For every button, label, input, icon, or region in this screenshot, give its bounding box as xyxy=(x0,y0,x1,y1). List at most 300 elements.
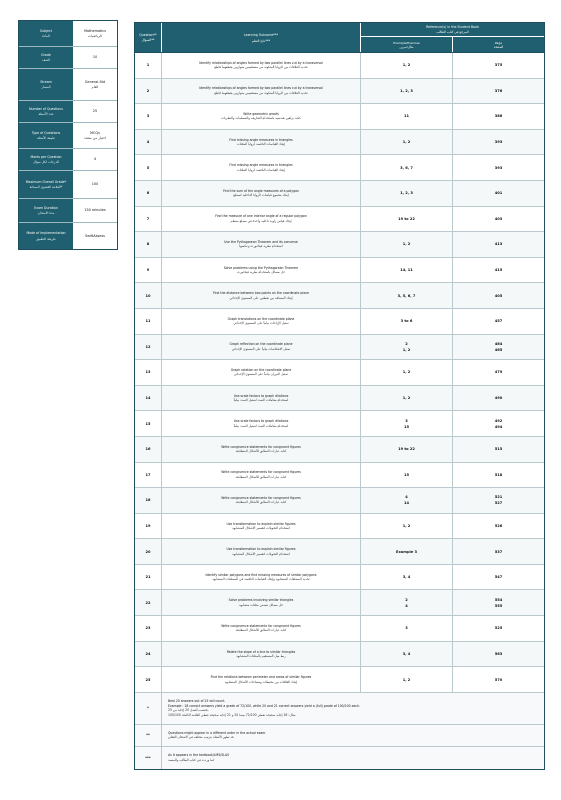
learning-outcome xyxy=(162,539,361,564)
table-row xyxy=(135,539,544,565)
page-value: 555 xyxy=(494,603,503,608)
table-row xyxy=(135,53,544,79)
learning-outcome xyxy=(162,258,361,283)
note-symbol: *** xyxy=(135,747,162,769)
page-value: 494 xyxy=(494,424,503,429)
question-number: 23 xyxy=(135,616,162,641)
table-row xyxy=(135,309,544,335)
table-row xyxy=(135,181,544,207)
header-example-exercise-label-ar: مثال/تمرين xyxy=(399,44,414,49)
page xyxy=(453,309,544,334)
learning-outcome-ar: كتابة عبارات التطابق للأشكال المتطابقة xyxy=(235,449,287,454)
page-value: 518 xyxy=(494,472,503,477)
learning-outcome-ar: استخدام التحويلات لتفسير الأشكال المتشابهة xyxy=(232,551,290,556)
example-exercise xyxy=(361,667,453,692)
table-row xyxy=(135,642,544,668)
learning-outcome-en: Find the measure of one interior angle of a regular polygon xyxy=(215,214,307,219)
header-example-exercise-label: Example/Exercise xyxy=(393,40,420,45)
page-value: 415 xyxy=(494,268,503,273)
info-label-cell xyxy=(19,199,73,222)
learning-outcome-ar: حل مسائل تتضمن مثلثات متشابهة xyxy=(238,602,284,607)
table-row xyxy=(135,360,544,386)
page xyxy=(453,463,544,488)
question-number: 18 xyxy=(135,488,162,513)
info-value-cell xyxy=(73,199,117,222)
question-number: 2 xyxy=(135,79,162,104)
example-exercise xyxy=(361,207,453,232)
learning-outcome-ar: إيجاد القياسات الناقصة لزوايا المثلثات xyxy=(236,167,286,172)
page-value: 413 xyxy=(494,242,503,247)
info-row xyxy=(19,199,117,223)
page xyxy=(453,360,544,385)
question-number: 10 xyxy=(135,283,162,308)
page xyxy=(453,488,544,513)
info-label-cell xyxy=(19,69,73,100)
header-page-label-ar: الصفحة xyxy=(493,44,504,49)
question-number: 1 xyxy=(135,53,162,78)
learning-outcome xyxy=(162,590,361,615)
example-exercise-value: 1, 2 xyxy=(402,242,411,247)
info-label-ar: طريقة التطبيق xyxy=(36,236,56,241)
learning-outcome-ar: ربط ميل المستقيم بالمثلثات المتشابهة xyxy=(236,653,286,658)
info-row xyxy=(19,223,117,249)
info-value: MCQs xyxy=(90,130,100,135)
info-row xyxy=(19,47,117,69)
example-exercise xyxy=(361,386,453,411)
learning-outcome-ar: إيجاد المسافة بين نقطتين على المستوى الإحداثي xyxy=(229,295,293,300)
page xyxy=(453,283,544,308)
note-symbol: * xyxy=(135,693,162,724)
page-value: 393 xyxy=(494,140,503,145)
question-number: 13 xyxy=(135,360,162,385)
example-exercise-value: 1, 2 xyxy=(402,347,411,352)
example-exercise xyxy=(361,335,453,360)
note-row xyxy=(135,693,544,725)
question-number: 9 xyxy=(135,258,162,283)
info-label-cell xyxy=(19,223,73,249)
question-number: 14 xyxy=(135,386,162,411)
note-row xyxy=(135,725,544,747)
info-value: 100 xyxy=(91,182,99,187)
info-label-cell xyxy=(19,149,73,170)
question-number: 7 xyxy=(135,207,162,232)
example-exercise xyxy=(361,104,453,129)
info-label-ar: العلامة القصوى الممكنة* xyxy=(29,185,63,189)
info-value: 25 xyxy=(92,109,98,114)
page xyxy=(453,590,544,615)
learning-outcome xyxy=(162,130,361,155)
example-exercise-value: 3 xyxy=(405,418,408,423)
info-value-cell xyxy=(73,21,117,46)
learning-outcome-en: Graph rotation on the coordinate plane xyxy=(230,368,292,373)
learning-outcome-en: Find the relations between perimeter and areas of similar figures xyxy=(210,675,312,680)
info-label: Mode of Implementation xyxy=(26,231,66,236)
table-row xyxy=(135,667,544,693)
table-body xyxy=(135,53,544,693)
question-number: 4 xyxy=(135,130,162,155)
example-exercise-value: 1, 2 xyxy=(402,370,411,375)
header-question xyxy=(135,23,162,52)
table-row xyxy=(135,104,544,130)
example-exercise-value: 3, 4 xyxy=(402,651,411,656)
info-row xyxy=(19,171,117,199)
question-number: 15 xyxy=(135,411,162,436)
example-exercise-value: 1, 2, 3 xyxy=(400,191,413,196)
question-number: 6 xyxy=(135,181,162,206)
question-number: 3 xyxy=(135,104,162,129)
learning-outcome-ar: إيجاد العلاقات بين محيطات ومساحات الأشكال المتشابهة xyxy=(224,679,298,684)
example-exercise xyxy=(361,539,453,564)
table-row xyxy=(135,616,544,642)
info-value-ar: العام xyxy=(91,85,99,89)
page-value: 464 xyxy=(494,341,503,346)
page xyxy=(453,79,544,104)
note-text-ar-2: مثال: 18 إجابة صحيحة تعطي 72/100 بينما 20 و 21 إجابة صحيحة تعطي العلامة الكاملة 100/100. xyxy=(168,712,297,717)
learning-outcome-en: Identify relationships of angles formed by two parallel lines cut by a transversal xyxy=(199,60,323,65)
note-text-ar: قد تظهر الأسئلة بترتيب مختلف في الامتحان الفعلي. xyxy=(168,735,235,740)
example-exercise xyxy=(361,590,453,615)
page-value: 547 xyxy=(494,575,503,580)
page xyxy=(453,437,544,462)
page-value: 457 xyxy=(494,319,503,324)
learning-outcome-en: Use scale factors to graph dilations xyxy=(233,419,289,424)
learning-outcome xyxy=(162,667,361,692)
learning-outcome xyxy=(162,616,361,641)
info-value-ar: الرياضيات xyxy=(88,34,102,38)
page xyxy=(453,155,544,180)
info-label: Exam Duration xyxy=(34,205,58,210)
info-label: Type of Questions xyxy=(31,130,61,135)
learning-outcome-ar: حل مسائل باستخدام نظرية فيثاغورث xyxy=(236,270,285,275)
page-value: 393 xyxy=(494,165,503,170)
info-value-cell xyxy=(73,47,117,68)
table-row xyxy=(135,258,544,284)
table-row xyxy=(135,130,544,156)
info-value-cell xyxy=(73,69,117,100)
learning-outcome-ar: تمثيل الانعكاسات بيانياً على المستوى الإحداثي xyxy=(231,346,291,351)
page-value: 527 xyxy=(494,501,503,506)
page xyxy=(453,335,544,360)
learning-outcome-en: Graph translations on the coordinate plane xyxy=(227,316,295,321)
page xyxy=(453,411,544,436)
header-learning-outcome-label-ar: نتاج التعلم*** xyxy=(251,38,271,43)
page-value: 386 xyxy=(494,114,503,119)
table-row xyxy=(135,488,544,514)
learning-outcome-ar: تمثيل الإزاحات بيانياً على المستوى الإحداثي xyxy=(233,321,289,326)
example-exercise xyxy=(361,155,453,180)
learning-outcome-en: Find missing angle measures in triangles xyxy=(229,137,293,142)
learning-outcome-en: Solve problems using the Pythagorean Theorem xyxy=(223,265,299,270)
learning-outcome-ar: إيجاد القياسات الناقصة لزوايا المثلثات xyxy=(236,142,286,147)
page-value: 403 xyxy=(494,216,503,221)
example-exercise xyxy=(361,616,453,641)
page xyxy=(453,181,544,206)
page-value: 515 xyxy=(494,447,503,452)
question-number: 25 xyxy=(135,667,162,692)
example-exercise-value: 14, 11 xyxy=(400,268,413,273)
example-exercise xyxy=(361,309,453,334)
note-text-en: As it appears in the textbook/LMS/SLAS xyxy=(168,753,230,758)
learning-outcome xyxy=(162,642,361,667)
table-row xyxy=(135,283,544,309)
header-reference xyxy=(361,23,544,52)
learning-outcome-ar: إيجاد مجموع قياسات الزوايا الداخلية لمضلع xyxy=(233,193,289,198)
learning-outcome xyxy=(162,232,361,257)
info-label-ar: المسار xyxy=(41,85,51,89)
info-value-cell xyxy=(73,171,117,198)
info-label-ar: مدة الامتحان xyxy=(37,211,55,215)
page-value: 563 xyxy=(494,651,503,656)
learning-outcome xyxy=(162,411,361,436)
question-number: 21 xyxy=(135,565,162,590)
info-value: SwiftAssess xyxy=(85,233,105,238)
table-row xyxy=(135,514,544,540)
example-exercise-value: 11 xyxy=(403,114,409,119)
page-value: 405 xyxy=(494,293,503,298)
example-exercise-value: 3, 5, 6, 7 xyxy=(397,293,416,298)
note-text-en: Best 20 answers out of 25 will count. xyxy=(168,699,226,704)
info-value-cell xyxy=(73,101,117,122)
learning-outcome-en: Identify relationships of angles formed by two parallel lines cut by a transversal xyxy=(199,86,323,91)
learning-outcome xyxy=(162,386,361,411)
info-label-cell xyxy=(19,47,73,68)
header-example-exercise xyxy=(361,37,453,52)
question-number: 8 xyxy=(135,232,162,257)
learning-outcome-ar: تحديد المضلعات المتشابهة وإيجاد القياسات الناقصة في المضلعات المتشابهة xyxy=(212,577,310,582)
info-label-ar: عدد الأسئلة xyxy=(38,112,54,116)
info-label: Grade xyxy=(41,52,51,57)
info-row xyxy=(19,149,117,171)
page-value: 537 xyxy=(494,549,503,554)
learning-outcome xyxy=(162,309,361,334)
example-exercise-value: 1, 2 xyxy=(402,140,411,145)
page-value: 525 xyxy=(494,626,503,631)
info-value: 10 xyxy=(92,55,98,60)
note-row xyxy=(135,747,544,769)
learning-outcome-en: Find missing angle measures in triangles xyxy=(229,163,293,168)
learning-outcome-en: Write congruence statements for congruent figures xyxy=(221,623,301,628)
learning-outcome-ar: كتابة عبارات التطابق للأشكال المتطابقة xyxy=(235,474,287,479)
page xyxy=(453,130,544,155)
table-row xyxy=(135,590,544,616)
info-value: 150 minutes xyxy=(84,208,106,213)
page xyxy=(453,565,544,590)
example-exercise xyxy=(361,488,453,513)
example-exercise-value: 19 to 22 xyxy=(398,216,415,221)
learning-outcome-ar: كتابة عبارات التطابق للأشكال المتطابقة xyxy=(235,628,287,633)
example-exercise-value: 15 xyxy=(403,472,409,477)
learning-outcome-en: Relate the slope of a line to similar triangles xyxy=(226,649,296,654)
exam-info-panel xyxy=(18,20,118,250)
learning-outcome xyxy=(162,335,361,360)
header-question-label-ar: السؤال** xyxy=(141,37,155,42)
info-row xyxy=(19,21,117,47)
table-row xyxy=(135,411,544,437)
example-exercise-value: 2 xyxy=(405,597,408,602)
example-exercise-value: 4 xyxy=(405,495,408,500)
learning-outcome-en: Identify similar polygons and find missing measures of similar polygons xyxy=(205,572,317,577)
page-value: 570 xyxy=(494,677,503,682)
learning-outcome-en: Write congruence statements for congruent figures xyxy=(221,495,301,500)
learning-outcome xyxy=(162,53,361,78)
header-reference-label: Reference(s) in the Student Book xyxy=(426,25,479,29)
example-exercise xyxy=(361,463,453,488)
learning-outcome-ar: تحديد العلاقات بين الزوايا المتكونة من مستقيمين متوازيين يقطعهما قاطع xyxy=(214,90,308,95)
page-value: 490 xyxy=(494,396,503,401)
header-question-label: Question** xyxy=(139,32,157,37)
example-exercise xyxy=(361,258,453,283)
page xyxy=(453,104,544,129)
learning-outcome xyxy=(162,463,361,488)
info-row xyxy=(19,69,117,101)
example-exercise xyxy=(361,283,453,308)
table-row xyxy=(135,207,544,233)
learning-outcome-en: Write congruence statements for congruent figures xyxy=(221,470,301,475)
table-notes xyxy=(135,693,544,769)
note-text-en: Questions might appear in a different order in the actual exam. xyxy=(168,730,267,735)
table-row xyxy=(135,155,544,181)
info-value: Mathematics xyxy=(84,28,106,33)
page-value: 401 xyxy=(494,191,503,196)
note-text xyxy=(162,693,544,724)
learning-outcome xyxy=(162,565,361,590)
info-label: Stream xyxy=(40,79,52,84)
info-value-cell xyxy=(73,149,117,170)
page-value: 376 xyxy=(494,88,503,93)
learning-outcome-en: Use scale factors to graph dilations xyxy=(233,393,289,398)
example-exercise-value: 1, 2, 3 xyxy=(400,88,413,93)
note-symbol: ** xyxy=(135,725,162,746)
learning-outcome-ar: إيجاد قياس زاوية داخلية واحدة في مضلع منتظم xyxy=(230,218,292,223)
page xyxy=(453,386,544,411)
header-reference-title xyxy=(361,23,544,37)
example-exercise xyxy=(361,53,453,78)
page xyxy=(453,616,544,641)
info-label: Marks per Question xyxy=(30,154,62,159)
learning-outcome xyxy=(162,488,361,513)
example-exercise-value: 3 xyxy=(405,626,408,631)
info-label-ar: طبيعة الأسئلة xyxy=(37,136,55,140)
page xyxy=(453,642,544,667)
learning-outcome xyxy=(162,283,361,308)
header-reference-subcols xyxy=(361,37,544,52)
question-number: 11 xyxy=(135,309,162,334)
example-exercise-value: 3 to 6 xyxy=(400,319,413,324)
info-value-cell xyxy=(73,223,117,249)
example-exercise-value: 1, 2 xyxy=(402,523,411,528)
example-exercise-value: 1, 2 xyxy=(402,63,411,68)
example-exercise-value: 15 xyxy=(403,424,409,429)
learning-outcome-ar: استخدام نظرية فيثاغورث وعكسها xyxy=(239,244,283,249)
info-label: Number of Questions xyxy=(29,106,63,111)
example-exercise-value: 3, 4 xyxy=(402,575,411,580)
question-number: 20 xyxy=(135,539,162,564)
example-exercise-value: Example 3 xyxy=(396,549,417,554)
question-number: 24 xyxy=(135,642,162,667)
header-reference-label-ar: المرجع في كتاب الطالب xyxy=(436,29,469,34)
table-row xyxy=(135,386,544,412)
learning-outcome-en: Write congruence statements for congruent figures xyxy=(221,444,301,449)
learning-outcome xyxy=(162,207,361,232)
info-row xyxy=(19,101,117,123)
note-text xyxy=(162,725,544,746)
info-value: General-Std xyxy=(84,79,106,84)
table-row xyxy=(135,335,544,361)
example-exercise xyxy=(361,514,453,539)
info-value-cell xyxy=(73,123,117,148)
info-label-cell xyxy=(19,171,73,198)
learning-outcome-en: Use transformation to explain similar figures xyxy=(226,547,296,552)
example-exercise xyxy=(361,79,453,104)
learning-outcome xyxy=(162,155,361,180)
info-label: Maximum Overall Grade* xyxy=(25,179,67,184)
page xyxy=(453,258,544,283)
table-row xyxy=(135,437,544,463)
learning-outcome-en: Graph reflection on the coordinate plane xyxy=(229,342,293,347)
page-value: 526 xyxy=(494,523,503,528)
learning-outcome xyxy=(162,514,361,539)
page-value: 492 xyxy=(494,418,503,423)
question-number: 12 xyxy=(135,335,162,360)
question-number: 5 xyxy=(135,155,162,180)
example-exercise xyxy=(361,642,453,667)
learning-outcome-en: Use the Pythagorean Theorem and its converse xyxy=(224,240,298,245)
learning-outcome xyxy=(162,181,361,206)
info-value-ar: اختيار من متعدد xyxy=(83,136,107,140)
info-label-ar: الدرجات لكل سؤال xyxy=(33,160,59,164)
table-row xyxy=(135,232,544,258)
page-value: 375 xyxy=(494,63,503,68)
example-exercise-value: 1, 2 xyxy=(402,396,411,401)
header-page xyxy=(453,37,544,52)
learning-outcome-en: Use transformation to explain similar figures xyxy=(226,521,296,526)
question-number: 17 xyxy=(135,463,162,488)
learning-outcome-ar: استخدام معاملات التمدد لتمثيل التمدد بيانياً xyxy=(233,398,289,403)
example-exercise-value: 2 xyxy=(405,341,408,346)
header-learning-outcome xyxy=(162,23,361,52)
info-label: Subject xyxy=(40,28,52,33)
example-exercise xyxy=(361,565,453,590)
page-value: 554 xyxy=(494,597,503,602)
page xyxy=(453,207,544,232)
page xyxy=(453,539,544,564)
example-exercise-value: 14 xyxy=(403,501,409,506)
learning-outcome-ar: كتابة عبارات التطابق للأشكال المتطابقة xyxy=(235,500,287,505)
example-exercise xyxy=(361,181,453,206)
example-exercise-value: 19 to 22 xyxy=(398,447,415,452)
learning-outcome-ar: كتابة براهين هندسية باستخدام التعاريف والمسلمات والنظريات xyxy=(221,116,301,121)
header-page-label: Page xyxy=(494,40,503,45)
learning-outcome-ar: تحديد العلاقات بين الزوايا المتكونة من مستقيمين متوازيين يقطعهما قاطع xyxy=(214,65,308,70)
learning-outcome xyxy=(162,360,361,385)
example-exercise-value: 1, 2 xyxy=(402,677,411,682)
info-value: 4 xyxy=(93,157,97,162)
example-exercise xyxy=(361,437,453,462)
table-row xyxy=(135,463,544,489)
question-number: 19 xyxy=(135,514,162,539)
question-number: 16 xyxy=(135,437,162,462)
learning-outcome xyxy=(162,437,361,462)
learning-outcome-ar: استخدام معاملات التمدد لتمثيل التمدد بيانياً xyxy=(233,423,289,428)
info-label-ar: المادة xyxy=(42,34,50,38)
page xyxy=(453,53,544,78)
learning-outcome-en: Solve problems involving similar triangles xyxy=(228,598,294,603)
info-label-ar: الصف xyxy=(42,58,50,62)
example-exercise xyxy=(361,411,453,436)
page xyxy=(453,667,544,692)
note-text-en-2: Example : 18 correct answers yield a grade of 72/100, while 20 and 21 correct answers yield a (full) grade of 100/100 each. xyxy=(168,703,361,708)
learning-outcome xyxy=(162,79,361,104)
